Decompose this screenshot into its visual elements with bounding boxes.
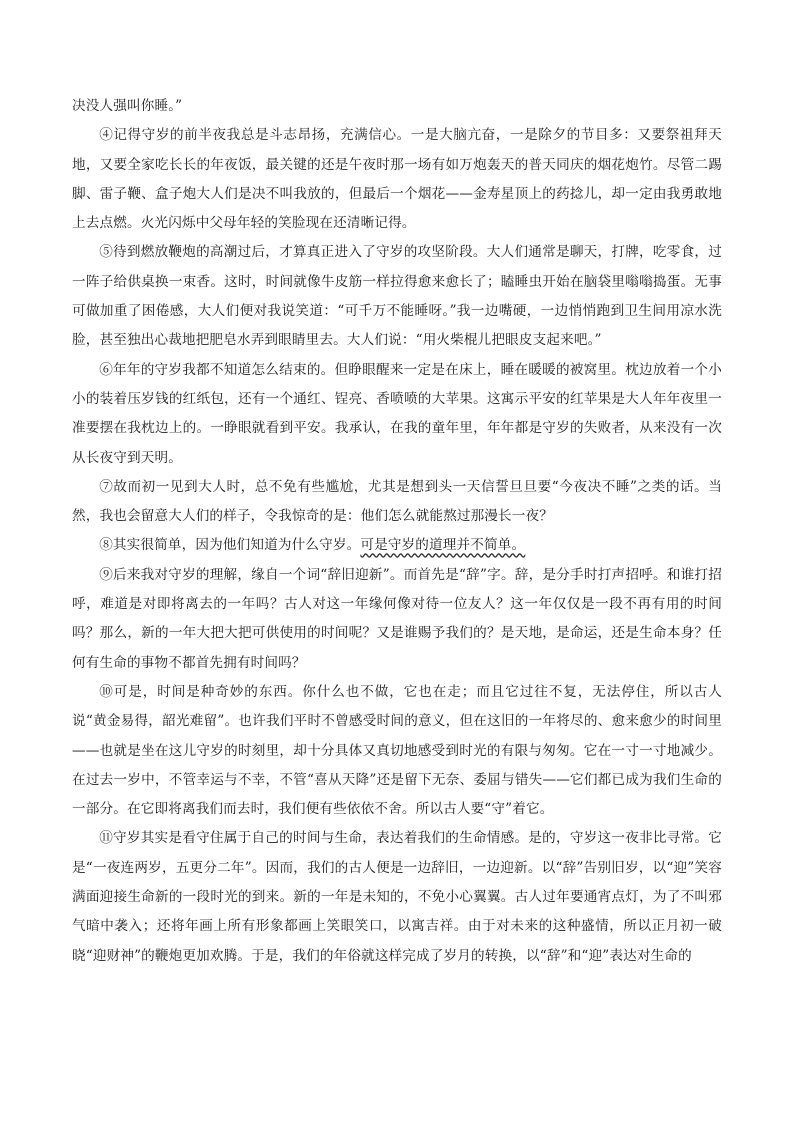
paragraph-5: ⑤待到燃放鞭炮的高潮过后，才算真正进入了守岁的攻坚阶段。大人们通常是聊天，打牌，吃零食，过一阵子给供桌换一束香。这时，时间就像牛皮筋一样拉得愈来愈长了；瞌睡虫开始在脑袋里嗡嗡捣蛋。无事可做加重了困倦感，大人们便对我说笑道：“可千万不能睡呀。”我一边嘴硬，一边悄悄跑到卫生间用凉水洗脸，甚至独出心裁地把肥皂水弄到眼睛里去。大人们说：“用火柴棍儿把眼皮支起来吧。”: [72, 244, 722, 349]
paragraph-10: ⑩可是，时间是种奇妙的东西。你什么也不做，它也在走；而且它过往不复，无法停住，所以古人说“黄金易得，韶光难留”。也许我们平时不曾感受时间的意义，但在这旧的一年将尽的、愈来愈少的时间里——也就是坐在这儿守岁的时刻里，却十分具体又真切地感受到时光的有限与匆匆。它在一寸一寸地减少。在过去一岁中，不管幸运与不幸，不管“喜从天降”还是留下无奈、委屈与错失——它们都已成为我们生命的一部分。在它即将离我们而去时，我们便有些依依不舍。所以古人要“守”着它。: [72, 683, 722, 818]
paragraph-4: ④记得守岁的前半夜我总是斗志昂扬，充满信心。一是大脑亢奋，一是除夕的节目多：又要祭祖拜天地，又要全家吃长长的年夜饭，最关键的还是午夜时那一场有如万炮轰天的普天同庆的烟花炮竹。尽管二踢脚、雷子鞭、盒子炮大人们是决不叫我放的，但最后一个烟花——金寿星顶上的药捻儿，却一定由我勇敢地上去点燃。火光闪烁中父母年轻的笑脸现在还清晰记得。: [72, 127, 722, 232]
paragraph-8: [72, 531, 722, 560]
paragraph-0: 决没人强叫你睡。”: [72, 98, 183, 114]
paragraph-9: ⑨后来我对守岁的理解，缘自一个词“辞旧迎新”。而首先是“辞”字。辞，是分手时打声招呼。和谁打招呼，难道是对即将离去的一年吗？古人对这一年缘何像对待一位友人？这一年仅仅是一段不再有用的时间吗？那么，新的一年大把大把可供使用的时间呢？又是谁赐予我们的？是天地，是命运，还是生命本身？任何有生命的事物不都首先拥有时间吗？: [72, 566, 722, 671]
underlined-sentence: 可是守岁的道理并不简单。: [360, 537, 526, 554]
paragraph-6: ⑥年年的守岁我都不知道怎么结束的。但睁眼醒来一定是在床上，睡在暖暖的被窝里。枕边放着一个小小的装着压岁钱的红纸包，还有一个通红、锃亮、香喷喷的大苹果。这寓示平安的红苹果是大人年年夜里一准要摆在我枕边上的。一睁眼就看到平安。我承认，在我的童年里，年年都是守岁的失败者，从来没有一次从长夜守到天明。: [72, 361, 722, 466]
article-body: [72, 92, 722, 971]
paragraph-8-text: ⑧其实很简单，因为他们知道为什么守岁。: [99, 537, 361, 554]
paragraph-11: ⑪守岁其实是看守住属于自己的时间与生命，表达着我们的生命情感。是的，守岁这一夜非比寻常。它是“一夜连两岁，五更分二年”。因而，我们的古人便是一边辞旧，一边迎新。以“辞”告别旧岁，以“迎”笑容满面迎接生命新的一段时光的到来。新的一年是未知的，不免小心翼翼。古人过年要通宵点灯，为了不叫邪气暗中袭入；还将年画上所有形象都画上笑眼笑口，以寓吉祥。由于对未来的这种盛情，所以正月初一破晓“迎财神”的鞭炮更加欢腾。于是，我们的年俗就这样完成了岁月的转换，以“辞”和“迎”表达对生命的: [72, 830, 722, 964]
paragraph-7: ⑦故而初一见到大人时，总不免有些尴尬，尤其是想到头一天信誓旦旦要“今夜决不睡”之类的话。当然，我也会留意大人们的样子，令我惊奇的是：他们怎么就能熬过那漫长一夜？: [72, 478, 722, 525]
